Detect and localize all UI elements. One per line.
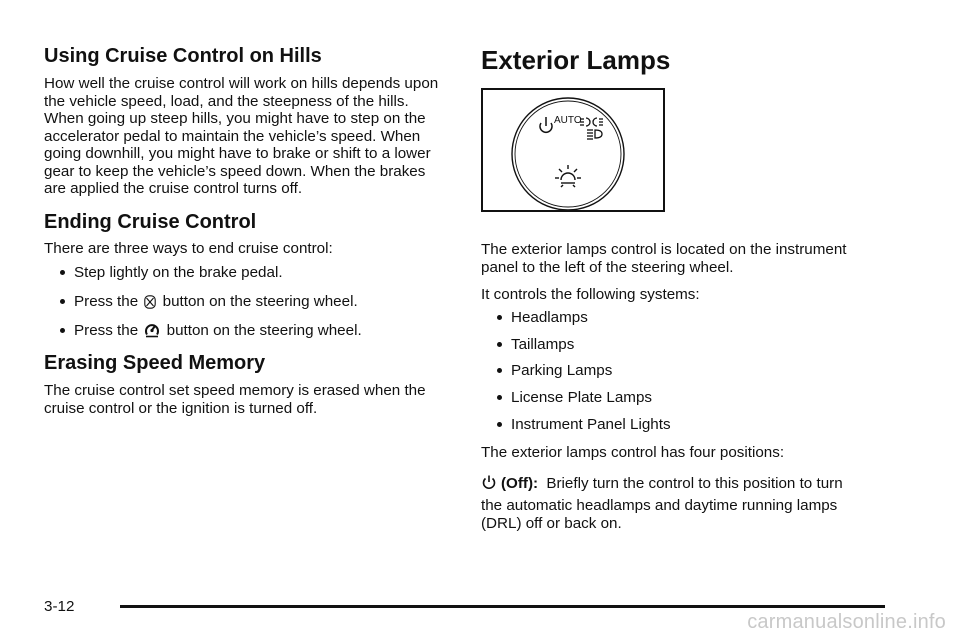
list-item xyxy=(44,264,474,282)
list-item-text: Step lightly on the brake pedal. xyxy=(74,264,283,281)
list-item xyxy=(481,336,911,354)
page-number: 3-12 xyxy=(44,598,75,615)
list-item xyxy=(481,416,911,434)
list-item-prefix: Press the xyxy=(74,322,139,339)
watermark: carmanualsonline.info xyxy=(747,611,946,633)
bullet-dot xyxy=(60,328,65,333)
list-item xyxy=(44,293,474,314)
erasing-body: The cruise control set speed memory is erased when the cruise control or the ignition is turned off. xyxy=(44,382,426,417)
list-item xyxy=(44,322,474,343)
systems-intro: It controls the following systems: xyxy=(481,286,700,303)
list-item xyxy=(481,389,911,407)
parking-lamps-symbol xyxy=(580,118,603,126)
bullet-dot xyxy=(497,342,502,347)
bullet-dot xyxy=(497,422,502,427)
ending-intro: There are three ways to end cruise control: xyxy=(44,240,333,257)
list-item-text: Instrument Panel Lights xyxy=(511,416,671,433)
list-item-text: License Plate Lamps xyxy=(511,389,652,406)
positions-intro: The exterior lamps control has four positions: xyxy=(481,444,785,461)
list-item-suffix: button on the steering wheel. xyxy=(166,322,362,339)
off-text-rest: the automatic headlamps and daytime running lamps (DRL) off or back on. xyxy=(481,497,838,532)
exterior-lamps-heading: Exterior Lamps xyxy=(481,45,671,75)
list-item-suffix: button on the steering wheel. xyxy=(162,293,358,310)
list-item-text: Taillamps xyxy=(511,336,575,353)
list-item-prefix: Press the xyxy=(74,293,139,310)
bullet-dot xyxy=(60,270,65,275)
hills-heading: Using Cruise Control on Hills xyxy=(44,45,322,67)
list-item xyxy=(481,309,911,327)
bullet-dot xyxy=(497,395,502,400)
erasing-heading: Erasing Speed Memory xyxy=(44,352,266,374)
instrument-light-symbol xyxy=(555,165,581,187)
cancel-icon xyxy=(144,295,156,314)
list-item xyxy=(481,362,911,380)
off-position-line xyxy=(481,474,891,495)
list-item-text: Parking Lamps xyxy=(511,362,613,379)
dial-auto-label: AUTO xyxy=(554,115,582,126)
lamp-control-illustration xyxy=(481,88,665,212)
bullet-dot xyxy=(497,315,502,320)
location-text: The exterior lamps control is located on the instrument panel to the left of the steering wheel. xyxy=(481,241,847,276)
off-label: (Off): xyxy=(501,475,539,492)
headlamp-symbol xyxy=(587,130,602,139)
list-item-text: Headlamps xyxy=(511,309,588,326)
cruise-on-off-icon xyxy=(144,322,160,343)
power-off-icon xyxy=(481,474,497,495)
off-text-line1: Briefly turn the control to this position to turn xyxy=(546,475,843,492)
bullet-dot xyxy=(60,299,65,304)
ending-heading: Ending Cruise Control xyxy=(44,211,257,233)
power-off-symbol xyxy=(540,117,552,132)
bullet-dot xyxy=(497,368,502,373)
hills-body: How well the cruise control will work on hills depends upon the vehicle speed, load, and the steepness of the hills. When going up steep hills, you might have to step on the accelerator pedal to maintain the vehicle’s speed. When going downhill, you might have to brake or shift to a lower gear to keep the vehicle’s speed down. When the brakes are applied the cruise control turns off. xyxy=(44,75,439,197)
footer-rule xyxy=(120,605,885,608)
